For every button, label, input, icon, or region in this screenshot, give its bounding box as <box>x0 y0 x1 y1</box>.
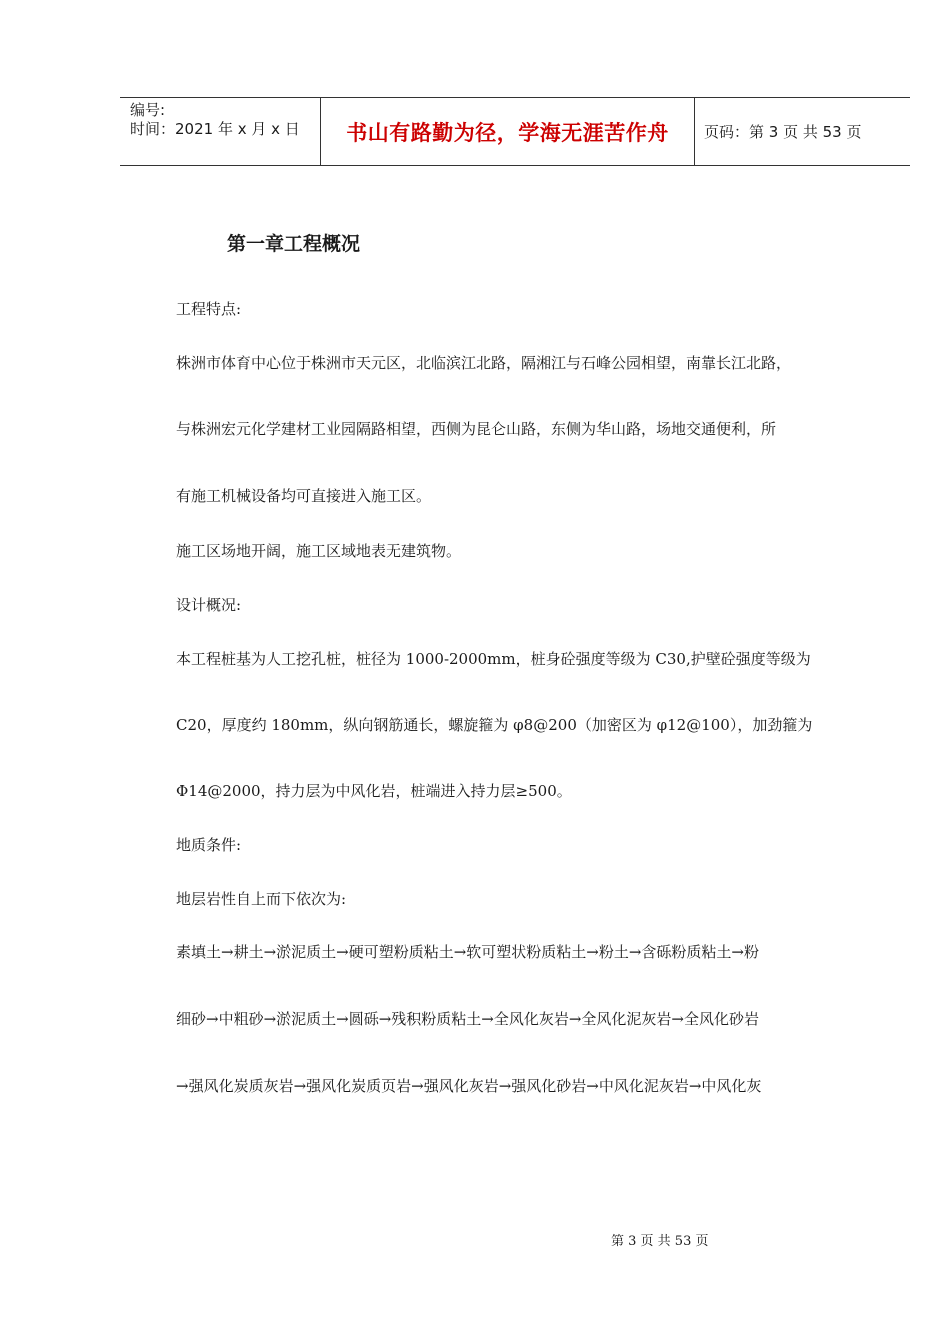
body-line: 本工程桩基为人工挖孔桩，桩径为 1000-2000mm，桩身砼强度等级为 C30,护壁砼强度等级为 <box>176 650 811 668</box>
header-page-info: 页码：第 3 页 共 53 页 <box>704 123 862 141</box>
section-heading-design: 设计概况: <box>176 596 242 614</box>
body-line: 素填土→耕土→淤泥质土→硬可塑粉质粘土→软可塑状粉质粘土→粉土→含砾粉质粘土→粉 <box>176 943 759 961</box>
header-meta-cell <box>120 98 321 165</box>
body-line: 有施工机械设备均可直接进入施工区。 <box>176 487 432 505</box>
section-heading-geology: 地质条件: <box>176 836 242 854</box>
document-header <box>120 97 910 166</box>
body-line: 细砂→中粗砂→淤泥质土→圆砾→残积粉质粘土→全风化灰岩→全风化泥灰岩→全风化砂岩 <box>176 1010 759 1028</box>
body-line: 与株洲宏元化学建材工业园隔路相望，西侧为昆仑山路，东侧为华山路，场地交通便利，所 <box>176 420 777 438</box>
number-label: 编号: <box>130 101 166 119</box>
body-line: 施工区场地开阔，施工区域地表无建筑物。 <box>176 542 462 560</box>
body-line: 地层岩性自上而下依次为: <box>176 890 347 908</box>
body-line: Φ14@2000，持力层为中风化岩，桩端进入持力层≥500。 <box>176 782 572 800</box>
time-label: 时间：2021 年 x 月 x 日 <box>130 120 300 138</box>
section-heading-features: 工程特点: <box>176 300 242 318</box>
body-line: 株洲市体育中心位于株洲市天元区，北临滨江北路，隔湘江与石峰公园相望，南靠长江北路， <box>176 354 792 372</box>
chapter-title: 第一章工程概况 <box>227 233 361 255</box>
header-page-cell <box>695 98 910 165</box>
body-line: →强风化炭质灰岩→强风化炭质页岩→强风化灰岩→强风化砂岩→中风化泥灰岩→中风化灰 <box>176 1077 762 1095</box>
motto-text: 书山有路勤为径，学海无涯苦作舟 <box>346 120 669 145</box>
page-footer: 第 3 页 共 53 页 <box>611 1234 709 1249</box>
header-motto-cell <box>321 98 695 165</box>
body-line: C20，厚度约 180mm，纵向钢筋通长，螺旋箍为 φ8@200（加密区为 φ12@100），加劲箍为 <box>176 716 813 734</box>
